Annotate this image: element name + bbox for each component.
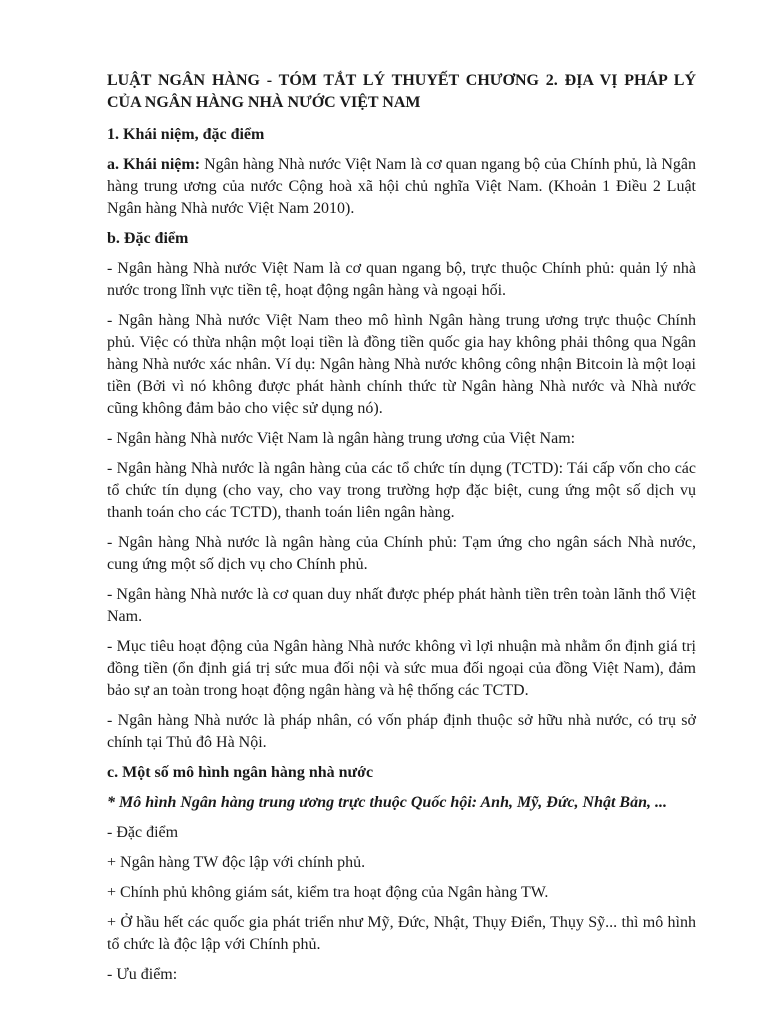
model-point: + Ngân hàng TW độc lập với chính phủ.: [107, 854, 366, 871]
features-heading: b. Đặc điểm: [107, 230, 189, 247]
model-advantages-label: - Ưu điểm:: [107, 966, 178, 983]
feature-paragraph: - Mục tiêu hoạt động của Ngân hàng Nhà nước không vì lợi nhuận mà nhằm ổn định giá trị đồng tiền (ổn định giá trị sức mua đối nội và sức mua đối ngoại của đồng Việt Nam), đảm bảo sự an toàn trong hoạt động ngân hàng và hệ thống các TCTD.: [107, 638, 696, 699]
section-heading: 1. Khái niệm, đặc điểm: [107, 126, 265, 143]
feature-paragraph: - Ngân hàng Nhà nước là ngân hàng của Chính phủ: Tạm ứng cho ngân sách Nhà nước, cung ứng một số dịch vụ cho Chính phủ.: [107, 534, 696, 573]
feature-paragraph: - Ngân hàng Nhà nước là pháp nhân, có vốn pháp định thuộc sở hữu nhà nước, có trụ sở chính tại Thủ đô Hà Nội.: [107, 712, 696, 751]
concept-label: a. Khái niệm:: [107, 156, 201, 173]
model-point: + Ở hầu hết các quốc gia phát triển như Mỹ, Đức, Nhật, Thụy Điển, Thụy Sỹ... thì mô hình tổ chức là độc lập với Chính phủ.: [107, 914, 696, 953]
feature-paragraph: - Ngân hàng Nhà nước Việt Nam theo mô hình Ngân hàng trung ương trực thuộc Chính phủ. Việc có thừa nhận một loại tiền là đồng tiền quốc gia hay không phải thông qua Ngân hàng Nhà nước xác nhân. Ví dụ: Ngân hàng Nhà nước không công nhận Bitcoin là một loại tiền (Bởi vì nó không được phát hành chính thức từ Ngân hàng Nhà nước và Nhà nước cũng không đảm bảo cho việc sử dụng nó).: [107, 312, 696, 417]
feature-paragraph: - Ngân hàng Nhà nước Việt Nam là cơ quan ngang bộ, trực thuộc Chính phủ: quản lý nhà nước trong lĩnh vực tiền tệ, hoạt động ngân hàng và ngoại hối.: [107, 260, 696, 299]
model-point: + Chính phủ không giám sát, kiểm tra hoạt động của Ngân hàng TW.: [107, 884, 549, 901]
model-features-label: - Đặc điểm: [107, 824, 179, 841]
concept-text: Ngân hàng Nhà nước Việt Nam là cơ quan ngang bộ của Chính phủ, là Ngân hàng trung ương của nước Cộng hoà xã hội chủ nghĩa Việt Nam. (Khoản 1 Điều 2 Luật Ngân hàng Nhà nước Việt Nam 2010).: [107, 156, 696, 217]
model-heading: * Mô hình Ngân hàng trung ương trực thuộc Quốc hội: Anh, Mỹ, Đức, Nhật Bản, ...: [107, 794, 667, 811]
feature-paragraph: - Ngân hàng Nhà nước Việt Nam là ngân hàng trung ương của Việt Nam:: [107, 430, 576, 447]
concept-paragraph: [107, 154, 696, 220]
models-heading: c. Một số mô hình ngân hàng nhà nước: [107, 764, 374, 781]
document-title: LUẬT NGÂN HÀNG - TÓM TẮT LÝ THUYẾT CHƯƠNG 2. ĐỊA VỊ PHÁP LÝ CỦA NGÂN HÀNG NHÀ NƯỚC VIỆT NAM: [107, 72, 696, 111]
feature-paragraph: - Ngân hàng Nhà nước là cơ quan duy nhất được phép phát hành tiền trên toàn lãnh thổ Việt Nam.: [107, 586, 696, 625]
feature-paragraph: - Ngân hàng Nhà nước là ngân hàng của các tổ chức tín dụng (TCTD): Tái cấp vốn cho các tổ chức tín dụng (cho vay, cho vay trong trường hợp đặc biệt, cung ứng một số dịch vụ thanh toán cho các TCTD), thanh toán liên ngân hàng.: [107, 460, 696, 521]
